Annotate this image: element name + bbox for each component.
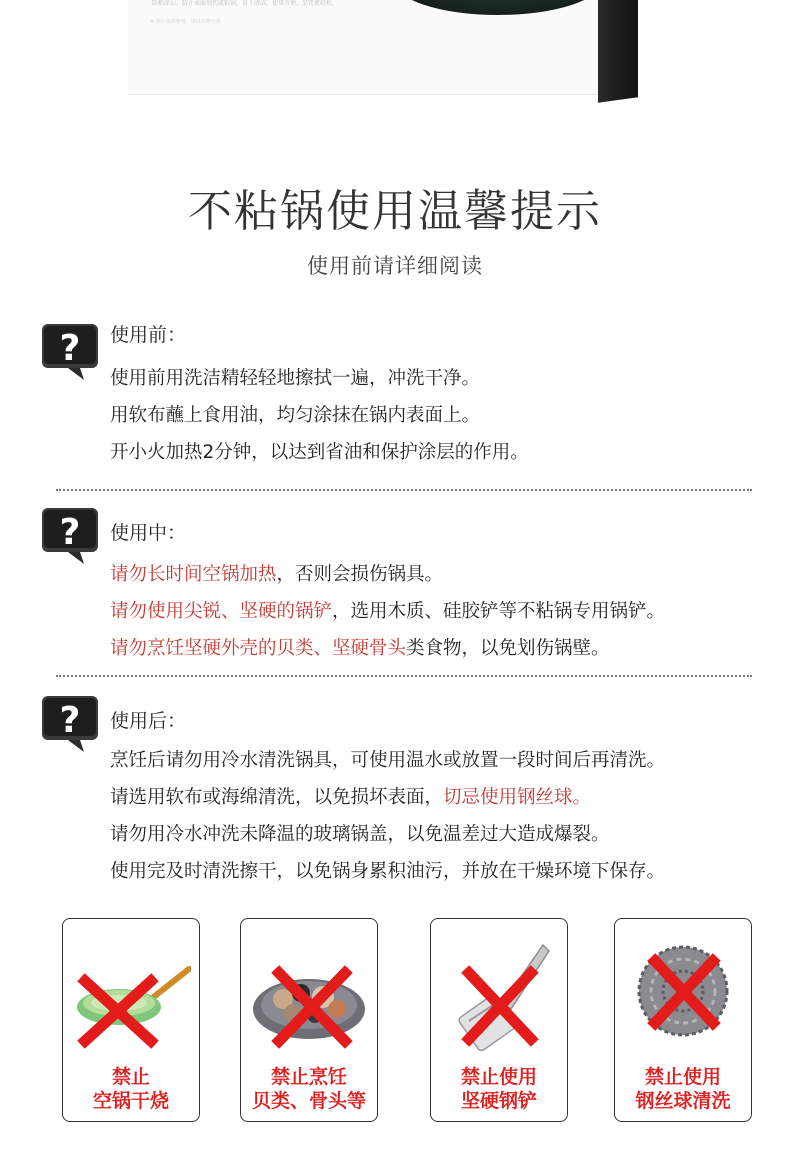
- prohibition-card-shellfish: [240, 918, 378, 1122]
- page-subtitle: 使用前请详细阅读: [307, 254, 483, 278]
- product-box-image: [0, 0, 790, 110]
- question-icon: [40, 694, 102, 756]
- steel-wool-icon: [623, 937, 743, 1057]
- box-note: ※ 图片仅供参考，请以实物为准: [150, 19, 221, 25]
- section-lines: [110, 360, 529, 471]
- question-icon: [40, 506, 102, 568]
- prohibition-card-empty-pan: [62, 918, 200, 1122]
- box-front: [128, 0, 598, 95]
- tip-line: 用软布蘸上食用油，均匀涂抹在锅内表面上。: [110, 405, 481, 426]
- svg-text:?: ?: [59, 512, 81, 553]
- card-label: 禁止使用 坚硬钢铲: [460, 1066, 537, 1112]
- question-icon: [40, 322, 102, 384]
- tip-line: 开小火加热2分钟，以达到省油和保护涂层的作用。: [110, 442, 529, 463]
- tip-line: 请勿烹饪坚硬外壳的贝类、坚硬骨头类食物，以免划伤锅壁。: [110, 638, 610, 659]
- card-label: 禁止使用 钢丝球清洗: [635, 1066, 731, 1112]
- section-before-use: [40, 322, 752, 472]
- tip-line: 使用完及时清洗擦干，以免锅身累积油污，并放在干燥环境下保存。: [110, 861, 666, 882]
- steel-spatula-icon: [439, 937, 559, 1057]
- card-label: 禁止烹饪 贝类、骨头等: [251, 1066, 366, 1112]
- pan-bottom: [393, 0, 603, 15]
- tip-line: 烹饪后请勿用冷水清洗锅具，可使用温水或放置一段时间后再清洗。: [110, 750, 666, 771]
- tip-line: 请勿用冷水冲洗未降温的玻璃锅盖，以免温差过大造成爆裂。: [110, 824, 610, 845]
- tip-line: 请勿长时间空锅加热，否则会损伤锅具。: [110, 564, 444, 585]
- prohibition-card-steel-wool: [614, 918, 752, 1122]
- frying-pan-icon: [71, 937, 191, 1057]
- prohibition-card-steel-spatula: [430, 918, 568, 1122]
- tip-line: 请勿使用尖锐、坚硬的锅铲，选用木质、硅胶铲等不粘锅专用锅铲。: [110, 601, 666, 622]
- section-lines: [110, 742, 665, 890]
- box-side: [598, 0, 638, 103]
- box-caption: 防粘涂层，防止表面划伤或粘锅，易于清洁，使用方便，烹饪更轻松。: [152, 0, 339, 7]
- page-title: 不粘锅使用温馨提示: [188, 186, 602, 237]
- svg-text:?: ?: [59, 328, 81, 369]
- section-during-use: [40, 506, 752, 666]
- tip-line: 请选用软布或海绵清洗，以免损坏表面，切忌使用钢丝球。: [110, 787, 592, 808]
- tip-line: 使用前用洗洁精轻轻地擦拭一遍，冲洗干净。: [110, 368, 481, 389]
- section-lines: [110, 556, 665, 667]
- section-after-use: [40, 694, 752, 894]
- dotted-divider: [56, 489, 752, 491]
- card-label: 禁止 空锅干烧: [92, 1066, 169, 1112]
- section-title: 使用前：: [110, 324, 187, 346]
- svg-text:?: ?: [59, 700, 81, 741]
- shellfish-plate-icon: [249, 937, 369, 1057]
- section-title: 使用中：: [110, 522, 187, 544]
- dotted-divider: [56, 675, 752, 677]
- section-title: 使用后：: [110, 710, 187, 732]
